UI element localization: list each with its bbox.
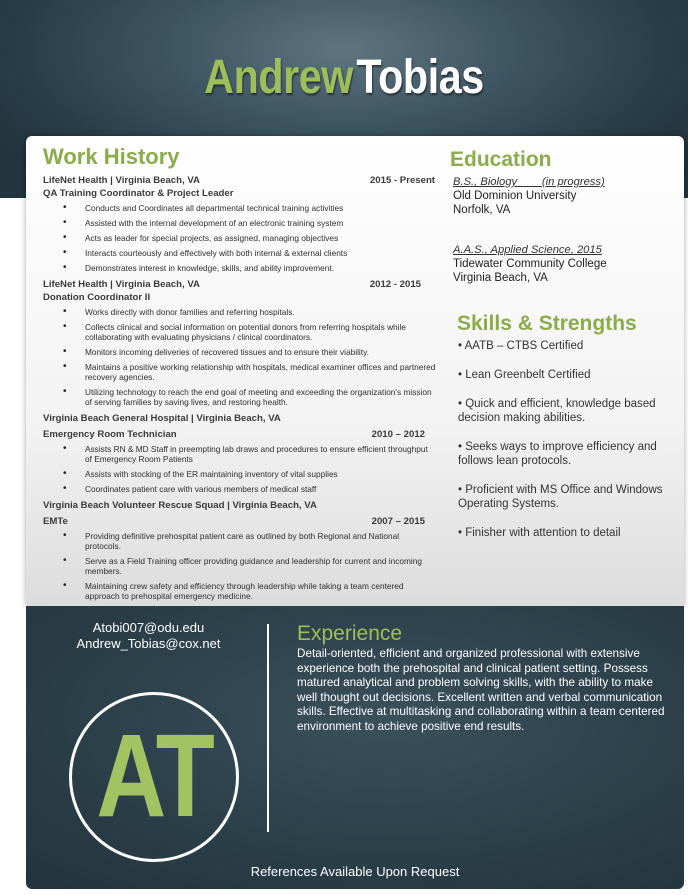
monogram-logo — [69, 692, 239, 862]
list-item: • Monitors incoming deliveries of recovered tissues and to ensure their viability. — [43, 347, 437, 357]
list-item: • Collects clinical and social information on potential donors from referring hospitals while collaborating with evaluating physicians / clinical coordinators. — [43, 322, 437, 342]
vertical-divider — [267, 624, 269, 832]
list-item: • Assists with stocking of the ER maintaining inventory of vital supplies — [43, 469, 437, 479]
list-item: • Assisted with the internal development of an electronic training system — [43, 218, 437, 228]
school-location: Norfolk, VA — [453, 204, 511, 216]
sidebar-column — [450, 148, 680, 540]
degree-name: A.A.S., Applied Science, 2015 — [453, 244, 602, 256]
job-role: QA Training Coordinator & Project Leader — [43, 188, 234, 199]
skills-title: Skills & Strengths — [457, 312, 637, 335]
list-item: • Interacts courteously and effectively with both internal & external clients — [43, 248, 437, 258]
experience-summary: Detail-oriented, efficient and organized professional with extensive experience both the prehospital and clinical patient setting. Possess matured analytical and problem solving skills, with the ability to make well thought out decisions. Excellent written and verbal communication skills. Effective at multitasking and collaborating within a team centered environment to achieve positive end results. — [297, 647, 665, 733]
job-entry — [43, 412, 437, 494]
list-item: • Serve as a Field Training officer providing guidance and leadership for current and incoming members. — [43, 556, 437, 576]
email-secondary[interactable]: Andrew_Tobias@cox.net — [76, 636, 221, 651]
contact-block — [26, 620, 271, 652]
degree-name: B.S., Biology (in progress) — [453, 176, 605, 188]
job-dates: 2007 – 2015 — [371, 516, 425, 527]
school-name: Tidewater Community College — [453, 258, 607, 270]
list-item: • Providing definitive prehospital patient care as outlined by both Regional and National protocols. — [43, 531, 437, 551]
education-entry — [453, 244, 680, 285]
job-role: Emergency Room Technician — [43, 429, 177, 440]
resume-card — [26, 136, 684, 606]
list-item: • Assists RN & MD Staff in preempting lab draws and procedures to ensure efficient throughput of Emergency Room Patients — [43, 444, 437, 464]
list-item: • Coordinates patient care with various members of medical staff — [43, 484, 437, 494]
list-item: • Maintains a positive working relationship with hospitals, medical examiner offices and partnered recovery agencies. — [43, 362, 437, 382]
education-title: Education — [450, 148, 552, 171]
education-entry — [453, 176, 680, 217]
email-primary[interactable]: Atobi007@odu.edu — [92, 620, 205, 635]
skill-item: • Finisher with attention to detail — [458, 527, 621, 539]
job-bullets — [43, 307, 437, 407]
list-item: • Demonstrates interest in knowledge, skills, and ability improvement. — [43, 263, 437, 273]
monogram-letters: AT — [96, 710, 212, 842]
last-name: Tobias — [356, 51, 484, 104]
list-item: • Works directly with donor families and referring hospitals. — [43, 307, 437, 317]
job-entry — [43, 499, 437, 601]
job-role: EMTe — [43, 516, 68, 527]
skill-item: • Seeks ways to improve efficiency and follows lean protocols. — [458, 441, 657, 467]
job-employer: LifeNet Health | Virginia Beach, VA — [43, 279, 200, 290]
school-location: Virginia Beach, VA — [453, 272, 548, 284]
job-entry — [43, 174, 437, 273]
work-history-title: Work History — [43, 144, 180, 169]
list-item: • Utilizing technology to reach the end goal of meeting and exceeding the organization's mission of serving families by saving lives, and restoring health. — [43, 387, 437, 407]
job-entry — [43, 278, 437, 407]
first-name: Andrew — [204, 51, 353, 104]
references-note: References Available Upon Request — [250, 864, 460, 879]
skill-item: • Proficient with MS Office and Windows Operating Systems. — [458, 484, 663, 510]
list-item: • Conducts and Coordinates all departmental technical training activities — [43, 203, 437, 213]
skill-item: • Lean Greenbelt Certified — [458, 369, 591, 381]
skill-item: • Quick and efficient, knowledge based decision making abilities. — [458, 398, 656, 424]
list-item: • Maintaining crew safety and efficiency through leadership while taking a team centered approach to prehospital emergency medicine. — [43, 581, 437, 601]
job-employer: LifeNet Health | Virginia Beach, VA — [43, 175, 200, 186]
list-item: • Acts as leader for special projects, as assigned, managing objectives — [43, 233, 437, 243]
job-dates: 2015 - Present — [369, 175, 435, 186]
work-history-section — [43, 144, 437, 606]
school-name: Old Dominion University — [453, 190, 577, 202]
job-bullets — [43, 444, 437, 494]
job-employer: Virginia Beach Volunteer Rescue Squad | Virginia Beach, VA — [43, 500, 317, 511]
footer-panel — [26, 606, 684, 889]
job-bullets — [43, 203, 437, 273]
experience-title: Experience — [297, 622, 403, 645]
skills-list — [458, 339, 680, 540]
job-bullets — [43, 531, 437, 601]
name-heading — [48, 52, 640, 104]
job-dates: 2012 - 2015 — [369, 279, 421, 290]
job-role: Donation Coordinator II — [43, 292, 151, 303]
job-dates: 2010 – 2012 — [371, 429, 425, 440]
skill-item: • AATB – CTBS Certified — [458, 340, 584, 352]
job-employer: Virginia Beach General Hospital | Virginia Beach, VA — [43, 413, 281, 424]
